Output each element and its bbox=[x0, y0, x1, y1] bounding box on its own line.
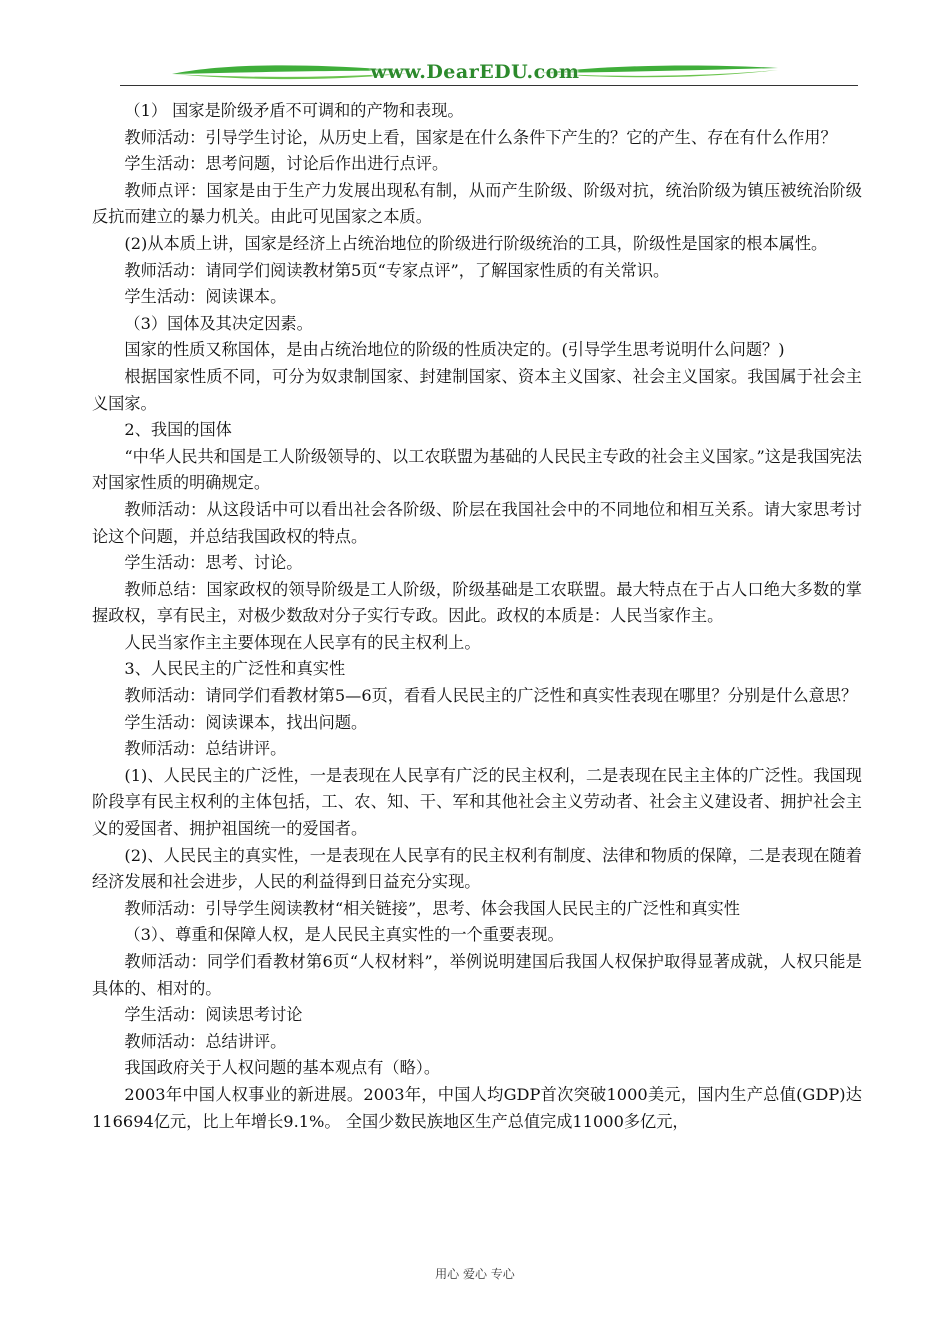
paragraph: 学生活动：阅读思考讨论 bbox=[124, 1005, 303, 1025]
logo-text: www.DearEDU.com bbox=[370, 61, 580, 83]
paragraph: 国家的性质又称国体，是由占统治地位的阶级的性质决定的。(引导学生思考说明什么问题？) bbox=[124, 340, 785, 360]
paragraph: 根据国家性质不同，可分为奴隶制国家、封建制国家、资本主义国家、社会主义国家。我国属于社会主义国家。 bbox=[92, 366, 862, 413]
site-logo bbox=[170, 56, 780, 92]
paragraph: 教师总结：国家政权的领导阶级是工人阶级，阶级基础是工农联盟。最大特点在于占人口绝大多数的掌握政权，享有民主，对极少数敌对分子实行专政。因此。政权的本质是：人民当家作主。 bbox=[92, 579, 862, 626]
paragraph: 人民当家作主主要体现在人民享有的民主权利上。 bbox=[124, 632, 481, 652]
page-header bbox=[0, 0, 950, 96]
paragraph: 学生活动：阅读课本。 bbox=[124, 287, 287, 307]
page-footer: 用心 爱心 专心 bbox=[435, 1267, 515, 1281]
paragraph: (2)、人民民主的真实性，一是表现在人民享有的民主权利有制度、法律和物质的保障，二是表现在随着经济发展和社会进步，人民的利益得到日益充分实现。 bbox=[92, 845, 862, 892]
paragraph: 教师活动：请同学们阅读教材第5页“专家点评”，了解国家性质的有关常识。 bbox=[124, 260, 670, 280]
paragraph: （3）国体及其决定因素。 bbox=[124, 313, 313, 333]
section-heading: 3、人民民主的广泛性和真实性 bbox=[124, 659, 346, 679]
paragraph: 教师活动：总结讲评。 bbox=[124, 739, 287, 759]
header-divider bbox=[120, 85, 858, 86]
paragraph: 教师活动：同学们看教材第6页“人权材料”，举例说明建国后我国人权保护取得显著成就，人权只能是具体的、相对的。 bbox=[92, 952, 862, 998]
paragraph: 教师点评：国家是由于生产力发展出现私有制，从而产生阶级、阶级对抗，统治阶级为镇压被统治阶级反抗而建立的暴力机关。由此可见国家之本质。 bbox=[92, 180, 862, 227]
paragraph: 学生活动：思考、讨论。 bbox=[124, 553, 303, 573]
paragraph: （1） 国家是阶级矛盾不可调和的产物和表现。 bbox=[124, 101, 464, 120]
paragraph: 2003年中国人权事业的新进展。2003年，中国人均GDP首次突破1000美元，国内生产总值(GDP)达116694亿元，比上年增长9.1%。 全国少数民族地区生产总值完成11000多亿元， bbox=[92, 1084, 862, 1131]
paragraph: 教师活动：总结讲评。 bbox=[124, 1031, 287, 1051]
section-heading: 2、我国的国体 bbox=[124, 420, 232, 440]
document-body bbox=[92, 98, 862, 1135]
paragraph: 学生活动：阅读课本，找出问题。 bbox=[124, 712, 368, 732]
paragraph: “中华人民共和国是工人阶级领导的、以工农联盟为基础的人民民主专政的社会主义国家。”这是我国宪法对国家性质的明确规定。 bbox=[92, 446, 862, 493]
paragraph: (1)、人民民主的广泛性，一是表现在人民享有广泛的民主权利，二是表现在民主主体的广泛性。我国现阶段享有民主权利的主体包括，工、农、知、干、军和其他社会主义劳动者、社会主义建设者、拥护社会主义的爱国者、拥护祖国统一的爱国者。 bbox=[92, 765, 862, 839]
paragraph: 教师活动：从这段话中可以看出社会各阶级、阶层在我国社会中的不同地位和相互关系。请大家思考讨论这个问题，并总结我国政权的特点。 bbox=[92, 499, 862, 546]
paragraph: (2)从本质上讲，国家是经济上占统治地位的阶级进行阶级统治的工具，阶级性是国家的根本属性。 bbox=[124, 233, 828, 253]
paragraph: 学生活动：思考问题，讨论后作出进行点评。 bbox=[124, 154, 449, 174]
paragraph: （3）、尊重和保障人权，是人民民主真实性的一个重要表现。 bbox=[124, 925, 564, 945]
paragraph: 教师活动：请同学们看教材第5—6页，看看人民民主的广泛性和真实性表现在哪里？分别是什么意思？ bbox=[124, 686, 858, 706]
paragraph: 我国政府关于人权问题的基本观点有（略）。 bbox=[124, 1058, 441, 1078]
paragraph: 教师活动：引导学生阅读教材“相关链接”，思考、体会我国人民民主的广泛性和真实性 bbox=[124, 898, 740, 918]
paragraph: 教师活动：引导学生讨论，从历史上看，国家是在什么条件下产生的？它的产生、存在有什么作用？ bbox=[124, 127, 837, 147]
